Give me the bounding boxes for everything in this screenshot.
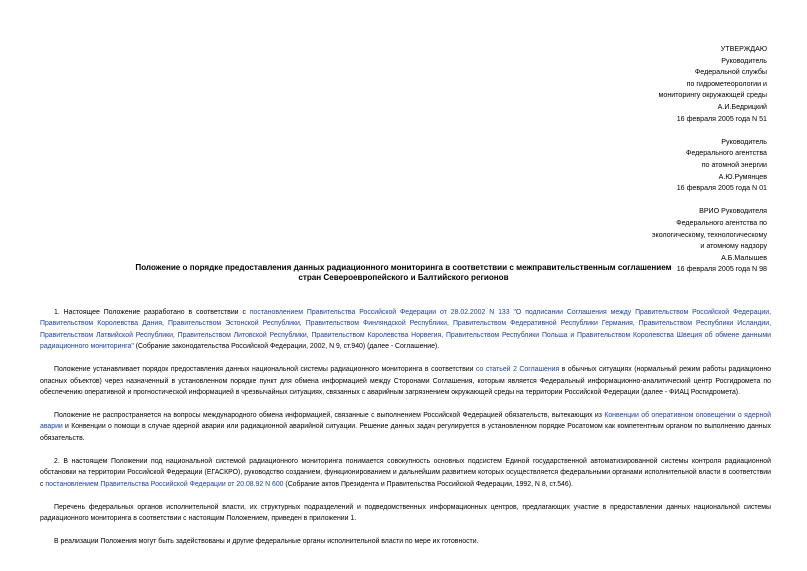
approval-line: по гидрометеорологии и [686,79,767,88]
decree-600-link[interactable]: постановлением Правительства Российской Федерации от 20.08.92 N 600 [45,480,284,488]
paragraph-text: (Собрание законодательства Российской Федерации, 2002, N 9, ст.940) (далее - Соглашение). [133,343,440,351]
paragraph-text: в обычных ситуациях (нормальный режим работы радиационно опасных объектов) через назначенный в установленном порядке пункт для обмена информацией между Сторонами Соглашения, которым является Федеральный информационно-аналитический центр Росгидромета по обеспечению оперативной и прогностической информацией в чрезвычайных ситуациях, связанных с аварийным загрязнением окружающей среды на территории Российской Федерации (далее - ФИАЦ Росгидромета). [40,366,771,397]
document-title-line-1: Положение о порядке предоставления данных радиационного мониторинга в соответствии с межправительственным соглашением [135,263,672,272]
paragraph-text: В реализации Положения могут быть задействованы и другие федеральные органы исполнительной власти по мере их готовности. [54,538,479,546]
paragraph-3 [40,410,771,444]
paragraph-text: (Собрание актов Президента и Правительства Российской Федерации, 1992, N 8, ст.546). [283,480,573,488]
paragraph-5 [40,502,771,525]
approval-line: Федерального агентства по [676,218,767,227]
paragraph-text: 1. Настоящее Положение разработано в соответствии с [54,309,250,316]
document-title [60,263,747,284]
approval-line: по атомной энергии [701,160,767,169]
approval-signatory: А.Ю.Румянцев [718,172,767,181]
paragraph-4 [40,456,771,490]
approval-line: Федерального агентства [685,149,767,158]
paragraph-1 [40,307,771,353]
approval-line: ВРИО Руководителя [699,207,767,216]
approval-block-rosatom [447,137,767,195]
approval-line: Федеральной службы [694,68,767,77]
paragraph-2 [40,364,771,398]
decree-133-link[interactable]: постановлением Правительства Российской Федерации от 28.02.2002 N 133 "О подписании Соглашения между Правительством Российской Федерации, Правительством Королевства Дания, Правительством Эстонской Республики, Правительством Финляндской Республики, Правительством Федеративной Республики Германия, Правительством Республики Исландии, Правительством Латвийской Республики, Правительством Литовской Республики, Правительством Королевства Норвегия, Правительством Республики Польша и Правительством Королевства Швеция об обмене данными радиационного мониторинга" [40,309,771,351]
document-body [40,307,771,559]
article-2-link[interactable]: со статьей 2 Соглашения [476,366,560,374]
paragraph-text: Перечень федеральных органов исполнительной власти, их структурных подразделений и подведомственных информационных центров, предлагающих участие в предоставлении данных национальной системы радиационного мониторинга в соответствии с настоящим Положением, приведен в приложении 1. [40,503,771,523]
approval-stamps [447,44,767,287]
paragraph-text: Положение устанавливает порядок предоставления данных национальной системы радиационного мониторинга в соответствии [54,366,477,374]
paragraph-text: 2. В настоящем Положении под национальной системой радиационного мониторинга понимается совокупность основных подсистем Единой государственной автоматизированной системы контроля радиационной обстановки на территории Российской Федерации (ЕГАСКРО), руководство созданием, функционированием и дальнейшим развитием которых осуществляется федеральными органами исполнительной власти в соответствии с [40,457,771,488]
approval-signatory: А.И.Бедрицкий [717,102,767,111]
approval-signatory: А.Б.Малышев [721,253,767,262]
approval-date: 16 февраля 2005 года N 98 [676,265,767,274]
paragraph-text: Положение не распространяется на вопросы международного обмена информацией, связанные с выполнением Российской Федерацией обязательств, вытекающих из [54,412,605,420]
approval-line: мониторингу окружающей среды [658,91,767,100]
approval-line: и атомному надзору [700,242,767,251]
paragraph-6 [40,536,771,547]
approval-date: 16 февраля 2005 года N 01 [676,184,767,193]
paragraph-text: и Конвенции о помощи в случае ядерной аварии или радиационной аварийной ситуации. Решение данных задач регулируется в установленном порядке Росатомом как компетентным органом по выполнению данных обязательств. [40,423,771,442]
approval-block-roshydromet [447,44,767,125]
document-title-line-2: стран Североевропейского и Балтийского регионов [298,273,509,283]
approval-line: Руководитель [721,56,767,65]
approval-line: Руководитель [721,137,767,146]
early-notification-convention-link[interactable]: Конвенции об оперативном оповещении о ядерной аварии [40,412,771,431]
approval-date: 16 февраля 2005 года N 51 [676,114,767,123]
approval-line: экологическому, технологическому [651,230,767,239]
approval-line: УТВЕРЖДАЮ [720,45,767,53]
